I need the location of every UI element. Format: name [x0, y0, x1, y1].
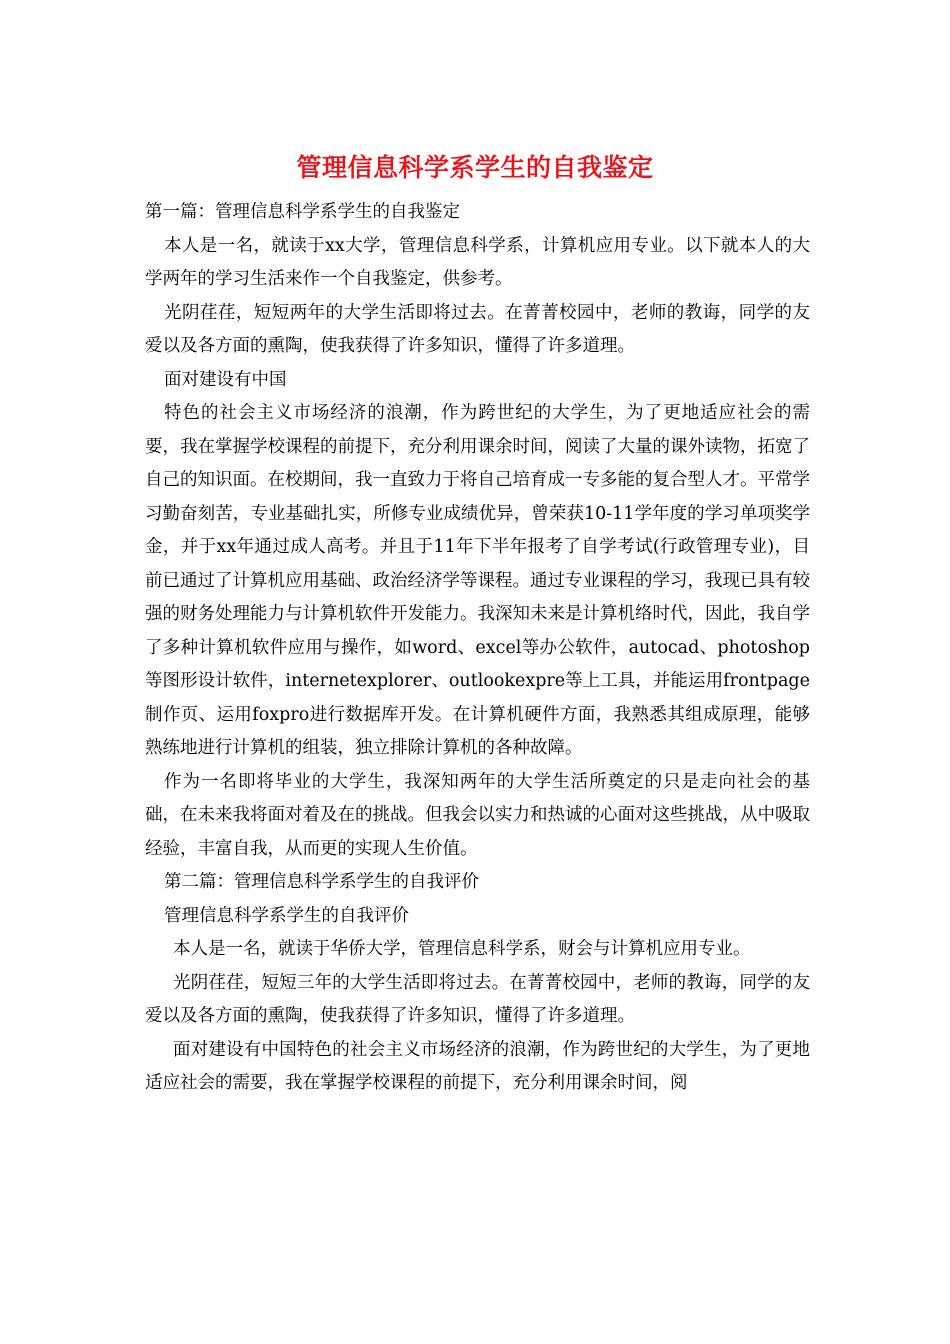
document-body	[145, 196, 810, 1101]
paragraph: 光阴荏荏，短短三年的大学生活即将过去。在菁菁校园中，老师的教诲，同学的友爱以及各方面的熏陶，使我获得了许多知识，懂得了许多道理。	[145, 972, 810, 1026]
paragraph: 光阴荏荏，短短两年的大学生活即将过去。在菁菁校园中，老师的教诲，同学的友爱以及各方面的熏陶，使我获得了许多知识，懂得了许多道理。	[145, 302, 810, 356]
paragraph: 本人是一名，就读于华侨大学，管理信息科学系，财会与计算机应用专业。	[173, 939, 751, 959]
subheading: 管理信息科学系学生的自我评价	[164, 905, 409, 926]
section-heading-2: 第二篇：管理信息科学系学生的自我评价	[164, 872, 479, 892]
paragraph: 面对建设有中国特色的社会主义市场经济的浪潮，作为跨世纪的大学生，为了更地适应社会的需要，我在掌握学校课程的前提下，充分利用课余时间，阅	[145, 1039, 810, 1093]
paragraph: 特色的社会主义市场经济的浪潮，作为跨世纪的大学生，为了更地适应社会的需要，我在掌握学校课程的前提下，充分利用课余时间，阅读了大量的课外读物，拓宽了自己的知识面。在校期间，我一直致力于将自己培育成一专多能的复合型人才。平常学习勤奋刻苦，专业基础扎实，所修专业成绩优异，曾荣获10-11学年度的学习单项奖学金，并于xx年通过成人高考。并且于11年下半年报考了自学考试(行政管理专业)，目前已通过了计算机应用基础、政治经济学等课程。通过专业课程的学习，我现已具有较强的财务处理能力与计算机软件开发能力。我深知未来是计算机络时代，因此，我自学了多种计算机软件应用与操作，如word、excel等办公软件，autocad、photoshop等图形设计软件，internetexplorer、outlookexpre等上工具，并能运用frontpage制作页、运用foxpro进行数据库开发。在计算机硬件方面，我熟悉其组成原理，能够熟练地进行计算机的组装，独立排除计算机的各种故障。	[145, 403, 810, 758]
document-title: 管理信息科学系学生的自我鉴定	[296, 153, 654, 182]
paragraph: 作为一名即将毕业的大学生，我深知两年的大学生活所奠定的只是走向社会的基础，在未来我将面对着及在的挑战。但我会以实力和热诚的心面对这些挑战，从中吸取经验，丰富自我，从而更的实现人生价值。	[145, 771, 810, 859]
section-heading-1: 第一篇：管理信息科学系学生的自我鉴定	[145, 202, 460, 222]
paragraph: 本人是一名，就读于xx大学，管理信息科学系，计算机应用专业。以下就本人的大学两年的学习生活来作一个自我鉴定，供参考。	[145, 235, 810, 289]
paragraph: 面对建设有中国	[164, 369, 287, 390]
